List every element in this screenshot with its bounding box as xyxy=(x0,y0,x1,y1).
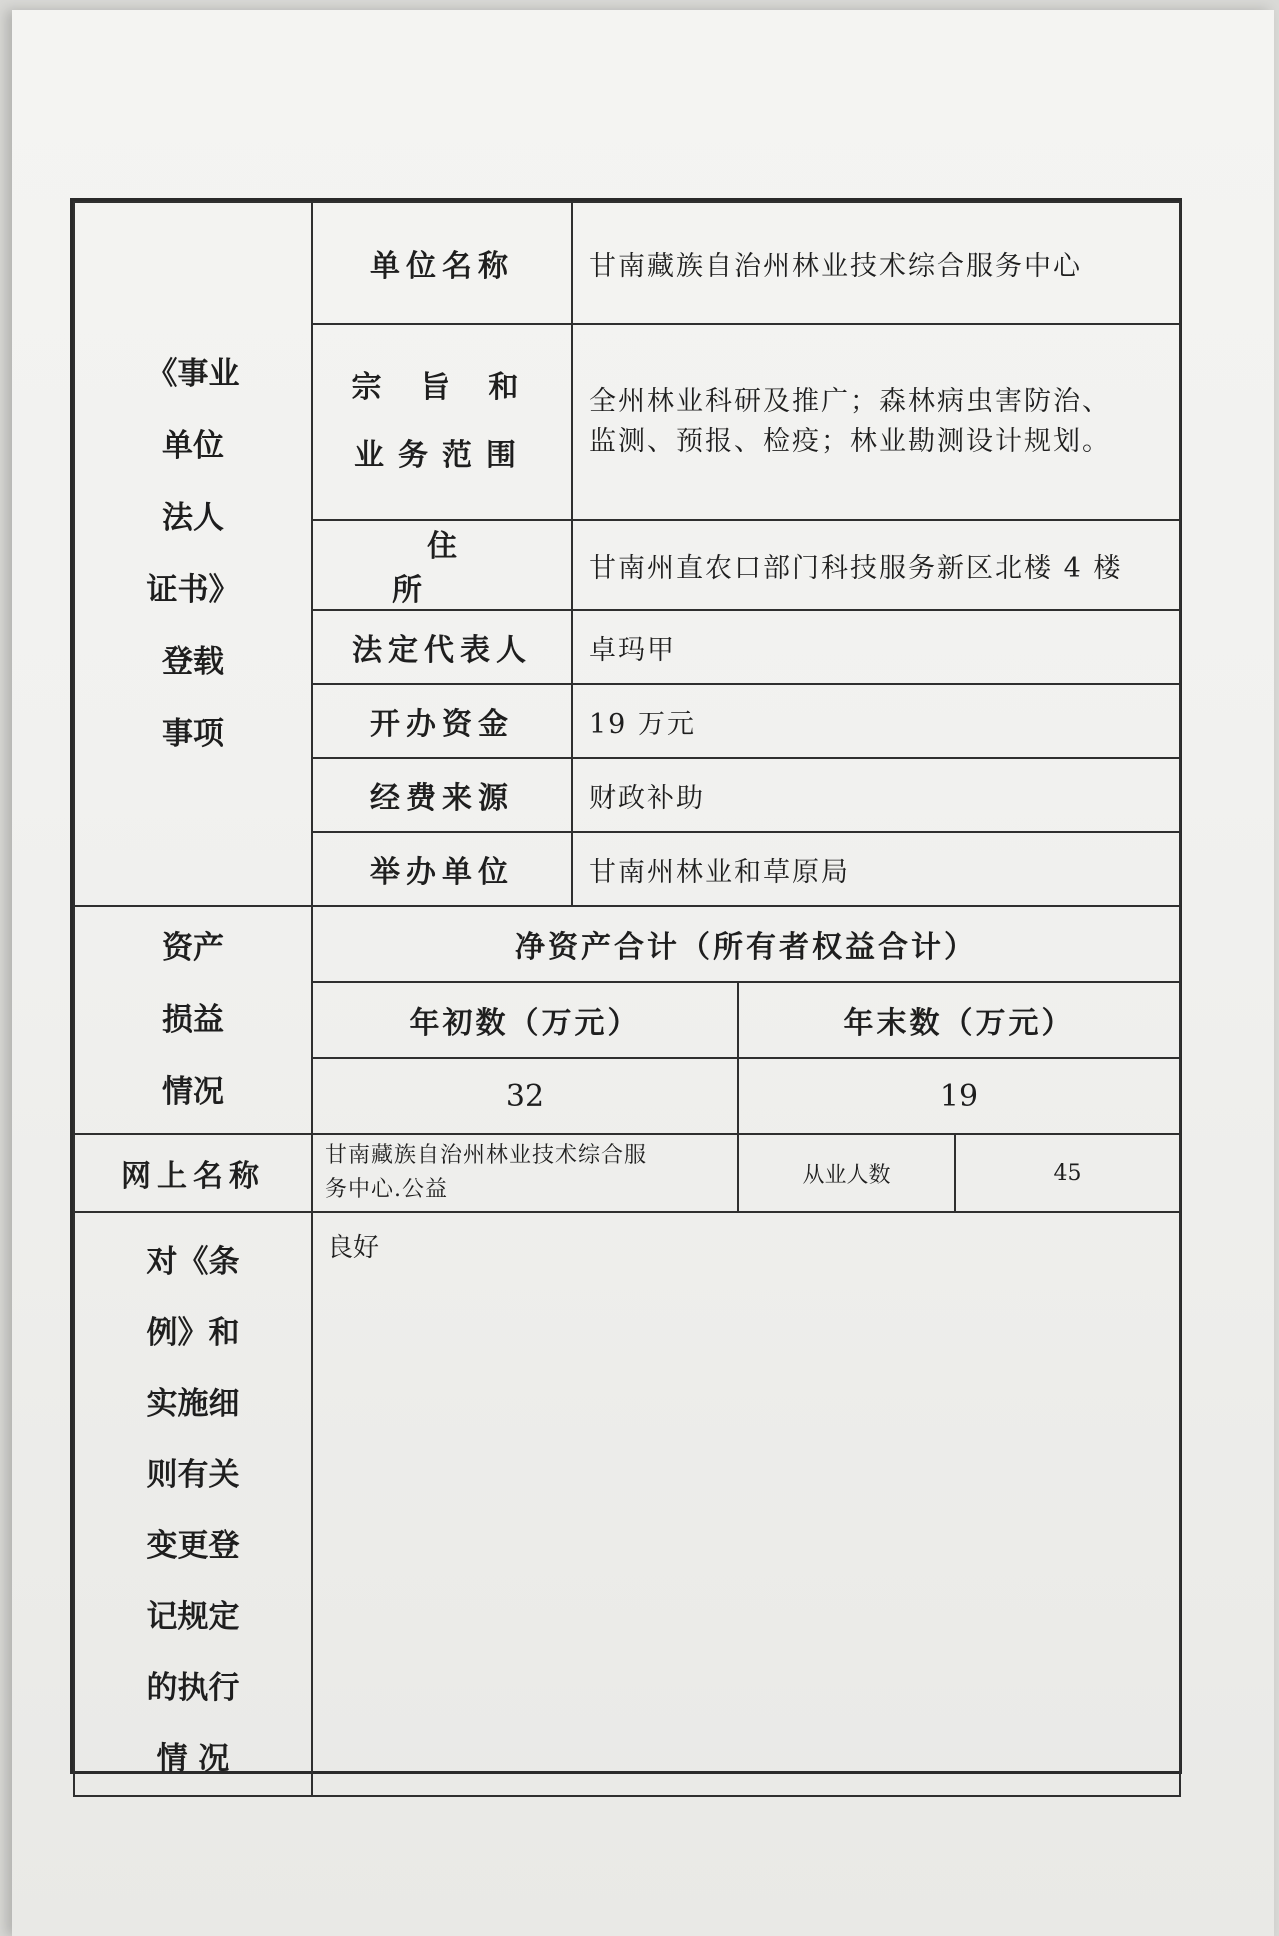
capital-value: 19 万元 xyxy=(572,684,1180,758)
end-year-label: 年末数（万元） xyxy=(738,982,1180,1058)
funding-value: 财政补助 xyxy=(572,758,1180,832)
staff-count-label: 从业人数 xyxy=(738,1134,955,1212)
registration-table xyxy=(73,201,1181,1797)
sponsor-label: 举办单位 xyxy=(312,832,572,906)
staff-count-value: 45 xyxy=(955,1134,1180,1212)
compliance-section-heading: 对《条 例》和 实施细 则有关 变更登 记规定 的执行 情 况 xyxy=(74,1212,312,1796)
compliance-value: 良好 xyxy=(312,1212,1180,1796)
begin-year-value: 32 xyxy=(312,1058,738,1134)
unit-name-value: 甘南藏族自治州林业技术综合服务中心 xyxy=(572,202,1180,324)
purpose-label: 宗 旨 和 业务范围 xyxy=(312,324,572,520)
report-form xyxy=(70,198,1182,1777)
begin-year-label: 年初数（万元） xyxy=(312,982,738,1058)
sponsor-value: 甘南州林业和草原局 xyxy=(572,832,1180,906)
unit-name-label: 单位名称 xyxy=(312,202,572,324)
document-page xyxy=(12,10,1274,1936)
legal-rep-value: 卓玛甲 xyxy=(572,610,1180,684)
address-value: 甘南州直农口部门科技服务新区北楼 4 楼 xyxy=(572,520,1180,610)
address-label: 住 所 xyxy=(312,520,572,610)
capital-label: 开办资金 xyxy=(312,684,572,758)
funding-label: 经费来源 xyxy=(312,758,572,832)
legal-rep-label: 法定代表人 xyxy=(312,610,572,684)
online-name-label: 网上名称 xyxy=(74,1134,312,1212)
purpose-value: 全州林业科研及推广；森林病虫害防治、 监测、预报、检疫；林业勘测设计规划。 xyxy=(572,324,1180,520)
online-name-value: 甘南藏族自治州林业技术综合服 务中心.公益 xyxy=(312,1134,738,1212)
assets-section-heading: 资产 损益 情况 xyxy=(74,906,312,1134)
end-year-value: 19 xyxy=(738,1058,1180,1134)
registration-section-heading: 《事业 单位 法人 证书》 登载 事项 xyxy=(74,202,312,906)
net-assets-header: 净资产合计（所有者权益合计） xyxy=(312,906,1180,982)
